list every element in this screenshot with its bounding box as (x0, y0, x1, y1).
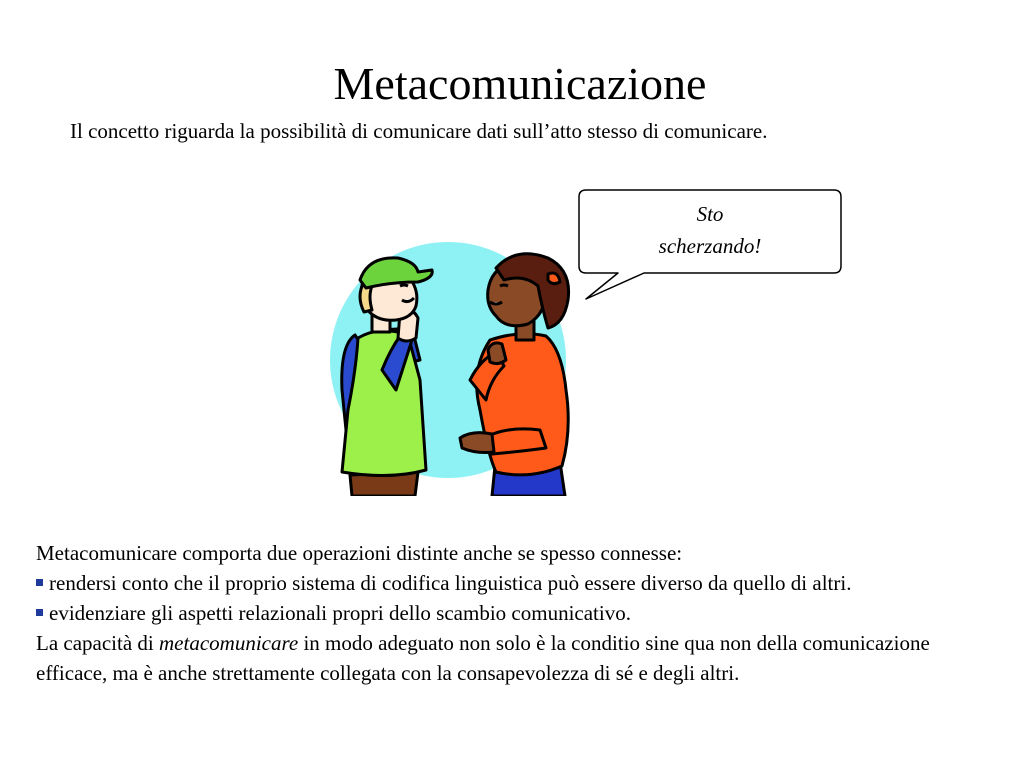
slide-title: Metacomunicazione (333, 58, 707, 109)
conclusion-after: in modo adeguato non solo è la conditio sine qua non della comunicazione efficace, ma è anche strettamente collegata con la consapevolezza di sé e degli altri. (36, 631, 930, 685)
bullet-item-2 (36, 598, 986, 628)
bullet-text-2: evidenziare gli aspetti relazionali propri dello scambio comunicativo. (49, 601, 631, 625)
slide-subtitle: Il concetto riguarda la possibilità di comunicare dati sull’atto stesso di comunicare. (70, 119, 768, 143)
square-bullet-icon (36, 579, 43, 586)
body-conclusion (36, 628, 986, 688)
speech-bubble-line-2: scherzando! (658, 234, 762, 258)
body-text (36, 538, 986, 688)
conclusion-before: La capacità di (36, 631, 160, 655)
conclusion-emphasis: metacomunicare (159, 631, 299, 655)
square-bullet-icon (36, 609, 43, 616)
bullet-item-1 (36, 568, 986, 598)
speech-bubble-text (578, 198, 842, 262)
speech-bubble-line-1: Sto (696, 202, 724, 226)
two-people-talking-illustration (320, 240, 580, 496)
bullet-text-1: rendersi conto che il proprio sistema di codifica linguistica può essere diverso da quello di altri. (49, 571, 852, 595)
body-intro: Metacomunicare comporta due operazioni distinte anche se spesso connesse: (36, 541, 683, 565)
